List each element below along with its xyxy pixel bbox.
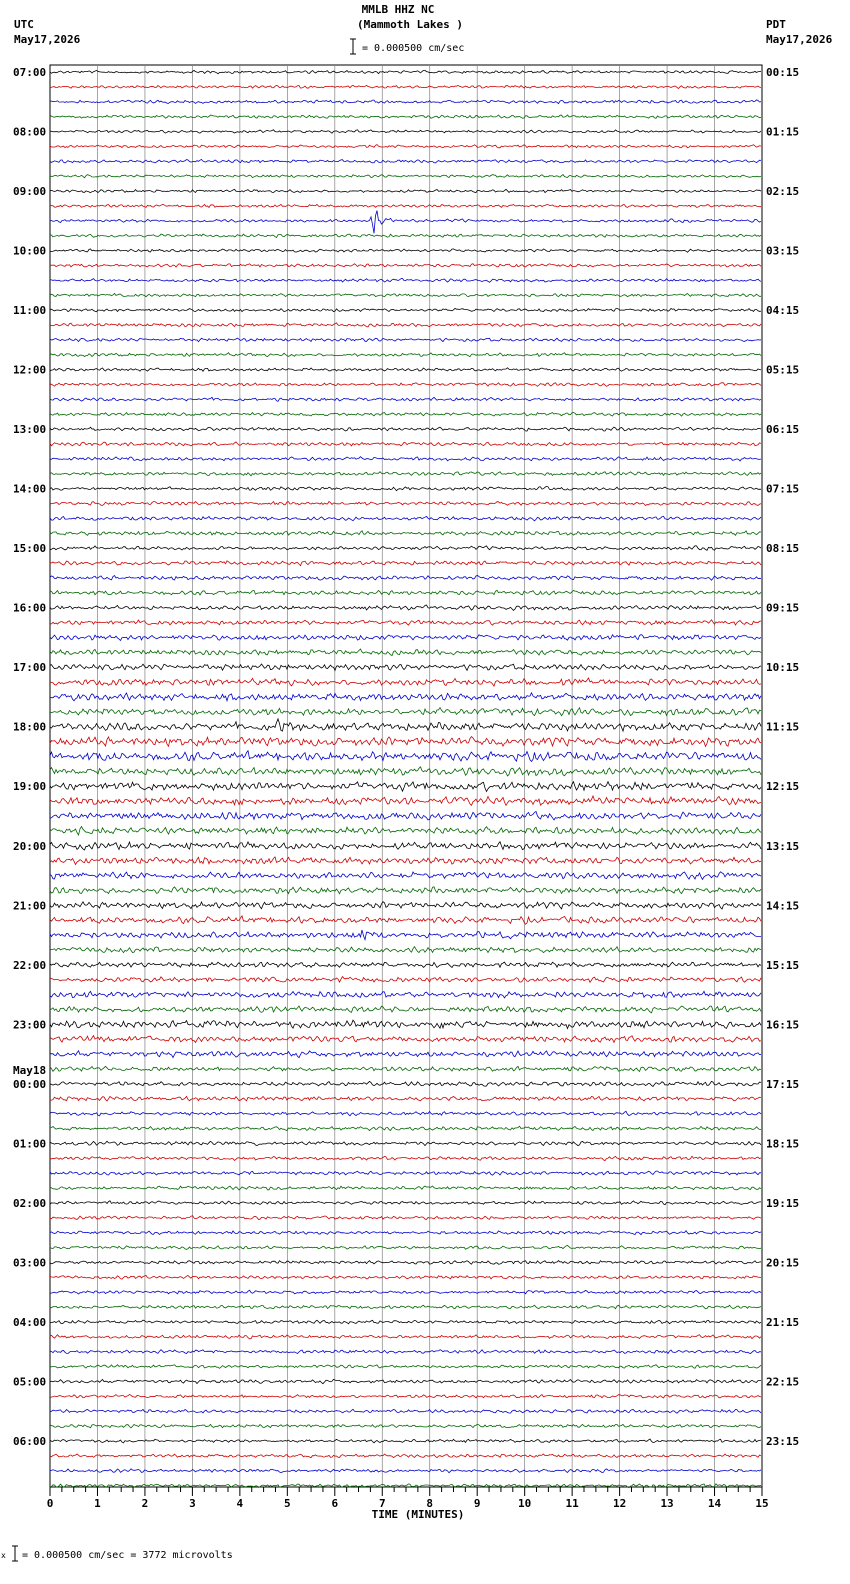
right-hour-label: 11:15 [766, 720, 800, 734]
trace-row [50, 279, 761, 283]
footer-marker: x [1, 1551, 6, 1560]
left-hour-label: 05:00 [13, 1375, 47, 1389]
right-hour-label: 15:15 [766, 958, 800, 972]
trace-row [50, 1290, 761, 1294]
right-hour-label: 13:15 [766, 839, 800, 853]
plot-frame [50, 65, 762, 1487]
trace-row [50, 1006, 761, 1013]
x-tick-label: 13 [660, 1497, 674, 1510]
trace-row [50, 605, 761, 610]
scale-label: = 0.000500 cm/sec [362, 43, 465, 54]
trace-row [50, 323, 761, 327]
trace-row [50, 70, 761, 73]
x-tick-label: 3 [189, 1497, 196, 1510]
trace-row [50, 678, 761, 686]
trace-row [50, 620, 761, 625]
left-hour-label: 21:00 [13, 899, 47, 913]
trace-row [50, 1171, 761, 1175]
x-tick-label: 2 [141, 1497, 149, 1510]
trace-row [50, 368, 761, 372]
left-hour-label: 09:00 [13, 185, 47, 199]
trace-row [50, 204, 761, 207]
trace-row [50, 887, 761, 894]
header-scale-bar [350, 39, 356, 54]
right-date: May17,2026 [766, 33, 833, 46]
footer-scale-note: = 0.000500 cm/sec = 3772 microvolts [22, 1550, 233, 1561]
trace-row [50, 442, 761, 446]
trace-row [50, 1231, 761, 1235]
trace-row [50, 782, 761, 792]
trace-row [50, 561, 761, 566]
right-hour-label: 01:15 [766, 125, 800, 139]
trace-row [50, 902, 761, 909]
trace-row [50, 546, 761, 551]
left-hour-label: 03:00 [13, 1256, 47, 1270]
trace-row [50, 796, 761, 805]
trace-row [50, 751, 761, 762]
trace-row [50, 649, 761, 656]
x-tick-label: 12 [612, 1497, 627, 1510]
trace-row [50, 1051, 761, 1058]
left-hour-label: 00:00 [13, 1077, 47, 1091]
left-hour-label: 07:00 [13, 66, 47, 79]
trace-row [50, 130, 761, 133]
trace-row [50, 115, 761, 118]
left-hour-label: 22:00 [13, 958, 47, 972]
trace-row [50, 977, 761, 983]
trace-row [50, 1126, 761, 1130]
left-hour-label: 23:00 [13, 1018, 47, 1032]
trace-row [50, 516, 761, 521]
right-hour-label: 00:15 [766, 66, 800, 79]
trace-row [50, 1156, 761, 1160]
trace-row [50, 294, 761, 297]
trace-row [50, 1186, 761, 1190]
right-hour-label: 02:15 [766, 185, 800, 199]
right-hour-label: 18:15 [766, 1137, 800, 1151]
trace-row [50, 1424, 761, 1428]
trace-row [50, 947, 761, 953]
x-tick-label: 9 [473, 1497, 481, 1510]
trace-row [50, 264, 761, 267]
right-hour-label: 14:15 [766, 899, 800, 913]
trace-row [50, 1096, 761, 1101]
trace-row [50, 427, 761, 431]
x-axis-label: TIME (MINUTES) [371, 1508, 465, 1521]
right-hour-label: 05:15 [766, 363, 800, 377]
trace-row [50, 1216, 761, 1220]
trace-row [50, 1454, 761, 1458]
trace-row [50, 1020, 761, 1028]
trace-row [50, 1320, 761, 1324]
trace-row [50, 693, 761, 701]
trace-row [50, 1409, 761, 1413]
left-hour-label: 19:00 [13, 780, 47, 794]
trace-row [50, 1066, 761, 1071]
trace-row [50, 812, 761, 820]
x-tick-label: 15 [755, 1497, 769, 1510]
x-tick-label: 10 [518, 1497, 532, 1510]
left-hour-label: 13:00 [13, 423, 47, 437]
trace-row [50, 962, 761, 967]
trace-row [50, 1261, 761, 1265]
trace-row [50, 486, 761, 490]
right-hour-label: 06:15 [766, 423, 800, 437]
trace-row [50, 1350, 761, 1354]
trace-row [50, 1141, 761, 1145]
trace-row [50, 1469, 761, 1473]
trace-row [50, 234, 761, 238]
trace-row [50, 1395, 761, 1399]
trace-row [50, 175, 761, 178]
right-hour-label: 17:15 [766, 1077, 800, 1091]
trace-row [50, 502, 761, 506]
x-tick-label: 4 [236, 1497, 244, 1510]
trace-row [50, 100, 761, 104]
trace-row [50, 1335, 761, 1339]
trace-row [50, 708, 761, 716]
trace-row [50, 85, 761, 88]
left-hour-label: 06:00 [13, 1434, 47, 1448]
trace-row [50, 1036, 761, 1043]
right-hour-label: 20:15 [766, 1256, 800, 1270]
x-tick-label: 14 [707, 1497, 722, 1510]
hour-labels [13, 66, 799, 1448]
left-hour-label: 15:00 [13, 542, 47, 556]
left-hour-label: 10:00 [13, 244, 47, 258]
trace-row [50, 1081, 761, 1086]
right-hour-label: 16:15 [766, 1018, 800, 1032]
trace-row [50, 1246, 761, 1250]
right-hour-label: 08:15 [766, 542, 800, 556]
left-hour-label: 12:00 [13, 363, 47, 377]
x-axis [47, 1487, 769, 1510]
left-hour-label: 14:00 [13, 482, 47, 496]
left-date: May17,2026 [14, 33, 81, 46]
trace-row [50, 916, 761, 924]
left-hour-label: 16:00 [13, 601, 47, 615]
trace-row [50, 397, 761, 401]
trace-row [50, 1111, 761, 1116]
right-timezone: PDT [766, 18, 786, 31]
right-hour-label: 09:15 [766, 601, 800, 615]
trace-row [50, 531, 761, 536]
x-tick-label: 7 [378, 1497, 386, 1510]
right-hour-label: 04:15 [766, 304, 800, 318]
trace-row [50, 767, 761, 776]
trace-group [50, 70, 761, 1487]
x-tick-label: 8 [426, 1497, 434, 1510]
trace-row [50, 872, 761, 880]
right-hour-label: 21:15 [766, 1315, 800, 1329]
trace-row [50, 827, 761, 836]
left-hour-label: 02:00 [13, 1196, 47, 1210]
trace-row [50, 457, 761, 461]
trace-row [50, 857, 761, 865]
right-hour-label: 07:15 [766, 482, 800, 496]
trace-row [50, 211, 761, 234]
scale-bars [12, 39, 356, 1561]
trace-row [50, 189, 761, 193]
trace-row [50, 1275, 761, 1279]
right-hour-label: 12:15 [766, 780, 800, 794]
left-hour-label: 04:00 [13, 1315, 47, 1329]
x-tick-label: 6 [331, 1497, 339, 1510]
trace-row [50, 472, 761, 476]
x-tick-label: 1 [94, 1497, 101, 1510]
left-hour-label: 17:00 [13, 661, 47, 675]
left-hour-label: 01:00 [13, 1137, 47, 1151]
station-title: MMLB HHZ NC [361, 3, 435, 16]
date-change-label: May18 [13, 1063, 47, 1077]
trace-row [50, 1379, 761, 1383]
left-hour-label: 08:00 [13, 125, 47, 139]
trace-row [50, 1365, 761, 1369]
trace-row [50, 576, 761, 581]
trace-row [50, 635, 761, 641]
x-tick-label: 0 [46, 1497, 54, 1510]
left-hour-label: 18:00 [13, 720, 47, 734]
trace-row [50, 338, 761, 342]
trace-row [50, 1439, 761, 1443]
trace-row [50, 842, 761, 850]
x-tick-label: 5 [284, 1497, 291, 1510]
trace-row [50, 664, 761, 670]
x-tick-label: 11 [565, 1497, 579, 1510]
left-hour-label: 20:00 [13, 839, 47, 853]
trace-row [50, 590, 761, 595]
footer-scale-bar [12, 1546, 18, 1561]
trace-row [50, 1201, 761, 1205]
right-hour-label: 19:15 [766, 1196, 800, 1210]
trace-row [50, 737, 761, 747]
trace-row [50, 145, 761, 148]
trace-row [50, 991, 761, 998]
right-hour-label: 03:15 [766, 244, 800, 258]
trace-row [50, 249, 761, 252]
trace-row [50, 719, 761, 731]
left-hour-label: 11:00 [13, 304, 47, 318]
right-hour-label: 22:15 [766, 1375, 800, 1389]
trace-row [50, 160, 761, 163]
right-hour-label: 10:15 [766, 661, 800, 675]
plot-grid [50, 65, 762, 1487]
station-location: (Mammoth Lakes ) [357, 18, 463, 31]
right-hour-label: 23:15 [766, 1434, 800, 1448]
trace-row [50, 930, 761, 940]
trace-row [50, 413, 761, 417]
trace-row [50, 1305, 761, 1309]
trace-row [50, 308, 761, 311]
left-timezone: UTC [14, 18, 34, 31]
trace-row [50, 353, 761, 357]
trace-row [50, 383, 761, 387]
